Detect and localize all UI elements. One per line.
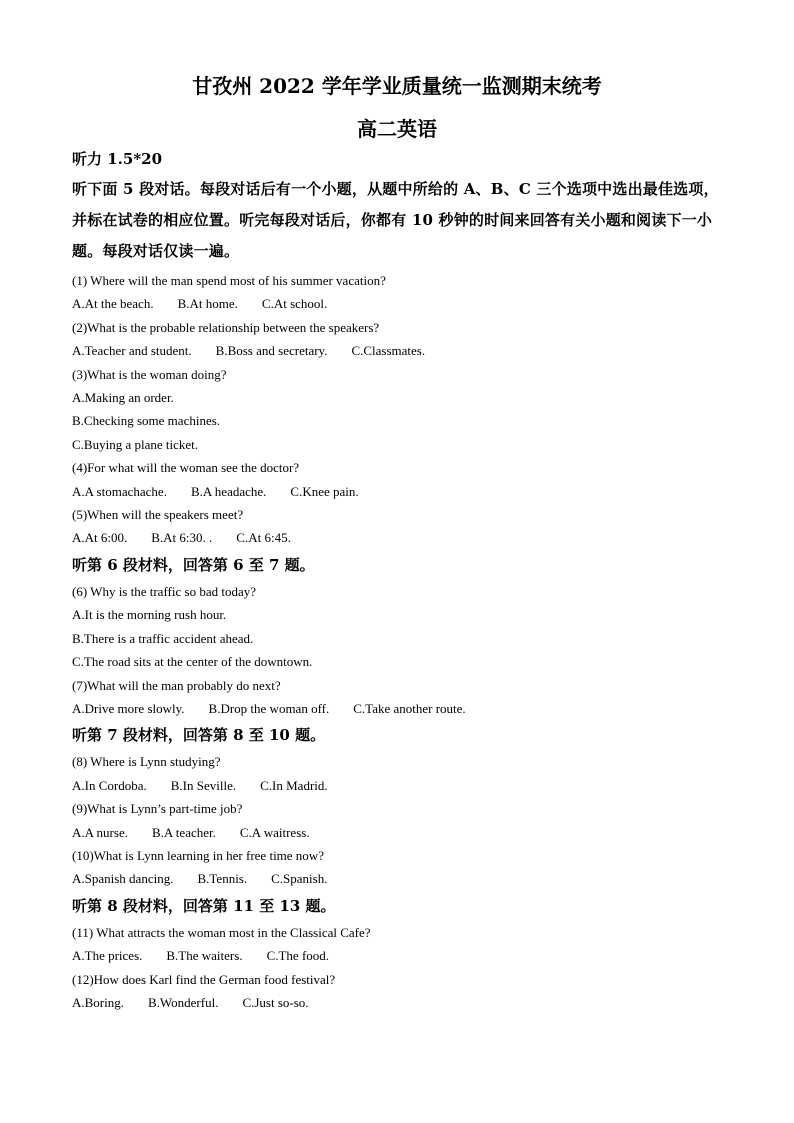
- option-a: A.A nurse.: [72, 824, 128, 840]
- question-5: (5)When will the speakers meet?: [72, 507, 244, 523]
- option-c: C.Just so-so.: [242, 994, 309, 1010]
- option-b: B.Tennis.: [197, 871, 248, 887]
- option-a: A.In Cordoba.: [72, 777, 147, 793]
- option-a: A.Spanish dancing.: [72, 871, 174, 887]
- option-b: B.Checking some machines.: [72, 413, 221, 429]
- option-c: C.At 6:45.: [236, 530, 291, 546]
- question-3: (3)What is the woman doing?: [72, 366, 227, 382]
- question-11-options: [72, 944, 732, 967]
- question-1-options: [72, 292, 732, 315]
- question-4: (4)For what will the woman see the doctor?: [72, 460, 300, 476]
- question-5-options: [72, 526, 732, 549]
- question-7: (7)What will the man probably do next?: [72, 677, 281, 693]
- option-b: B.A headache.: [190, 483, 267, 499]
- question-1: (1) Where will the man spend most of his summer vacation?: [72, 273, 386, 288]
- question-9-options: [72, 821, 732, 844]
- option-b: B.Drop the woman off.: [208, 700, 330, 716]
- question-2: (2)What is the probable relationship between the speakers?: [72, 319, 380, 335]
- part-6-heading: 听第 6 段材料，回答第 6 至 7 题。: [72, 555, 315, 574]
- question-8: (8) Where is Lynn studying?: [72, 754, 221, 770]
- option-c: C.In Madrid.: [260, 777, 328, 793]
- option-b: B.At home.: [177, 296, 238, 312]
- question-6: (6) Why is the traffic so bad today?: [72, 583, 256, 599]
- section-label: 听力 1.5*20: [72, 150, 163, 168]
- option-b: B.Boss and secretary.: [215, 343, 328, 359]
- question-9: (9)What is Lynn’s part-time job?: [72, 801, 243, 817]
- question-7-options: [72, 697, 732, 720]
- option-a: A.Boring.: [72, 994, 124, 1010]
- section-directions: 听下面 5 段对话。每段对话后有一个小题，从题中所给的 A、B、C 三个选项中选出最佳选项，并标在试卷的相应位置。听完每段对话后，你都有 10 秒钟的时间来回答有关小题和阅读下一小题。每段对话仅读一遍。: [72, 180, 719, 260]
- option-c: C.Knee pain.: [290, 483, 359, 499]
- option-b: B.Wonderful.: [148, 994, 219, 1010]
- option-c: C.Buying a plane ticket.: [72, 436, 199, 452]
- option-c: C.Take another route.: [353, 700, 466, 716]
- option-a: A.At 6:00.: [72, 530, 128, 546]
- question-8-options: [72, 774, 732, 797]
- option-a: A.Teacher and student.: [72, 343, 192, 359]
- part-7-heading: 听第 7 段材料，回答第 8 至 10 题。: [72, 726, 326, 745]
- option-b: B.In Seville.: [170, 777, 237, 793]
- option-b: B.At 6:30. .: [151, 530, 213, 546]
- question-12-options: [72, 991, 732, 1014]
- option-b: B.A teacher.: [151, 824, 216, 840]
- listening-section: [72, 148, 732, 1014]
- option-c: C.The food.: [266, 948, 330, 964]
- question-12: (12)How does Karl find the German food festival?: [72, 971, 336, 987]
- exam-title: 甘孜州 2022 学年学业质量统一监测期末统考: [192, 74, 602, 98]
- option-b: B.The waiters.: [166, 948, 243, 964]
- exam-subtitle: 高二英语: [357, 117, 437, 141]
- question-11: (11) What attracts the woman most in the Classical Cafe?: [72, 924, 371, 940]
- option-a: A.At the beach.: [72, 296, 154, 312]
- question-10: (10)What is Lynn learning in her free time now?: [72, 847, 324, 863]
- option-a: A.It is the morning rush hour.: [72, 607, 227, 623]
- question-4-options: [72, 480, 732, 503]
- question-2-options: [72, 339, 732, 362]
- part-8-heading: 听第 8 段材料，回答第 11 至 13 题。: [72, 896, 336, 915]
- option-c: C.Classmates.: [351, 343, 426, 359]
- option-c: C.Spanish.: [271, 871, 328, 887]
- option-c: C.The road sits at the center of the downtown.: [72, 654, 313, 670]
- option-a: A.The prices.: [72, 948, 143, 964]
- option-b: B.There is a traffic accident ahead.: [72, 630, 254, 646]
- option-a: A.Making an order.: [72, 390, 174, 406]
- option-c: C.At school.: [261, 296, 328, 312]
- option-a: A.A stomachache.: [72, 483, 167, 499]
- option-a: A.Drive more slowly.: [72, 700, 185, 716]
- question-10-options: [72, 867, 732, 890]
- option-c: C.A waitress.: [239, 824, 310, 840]
